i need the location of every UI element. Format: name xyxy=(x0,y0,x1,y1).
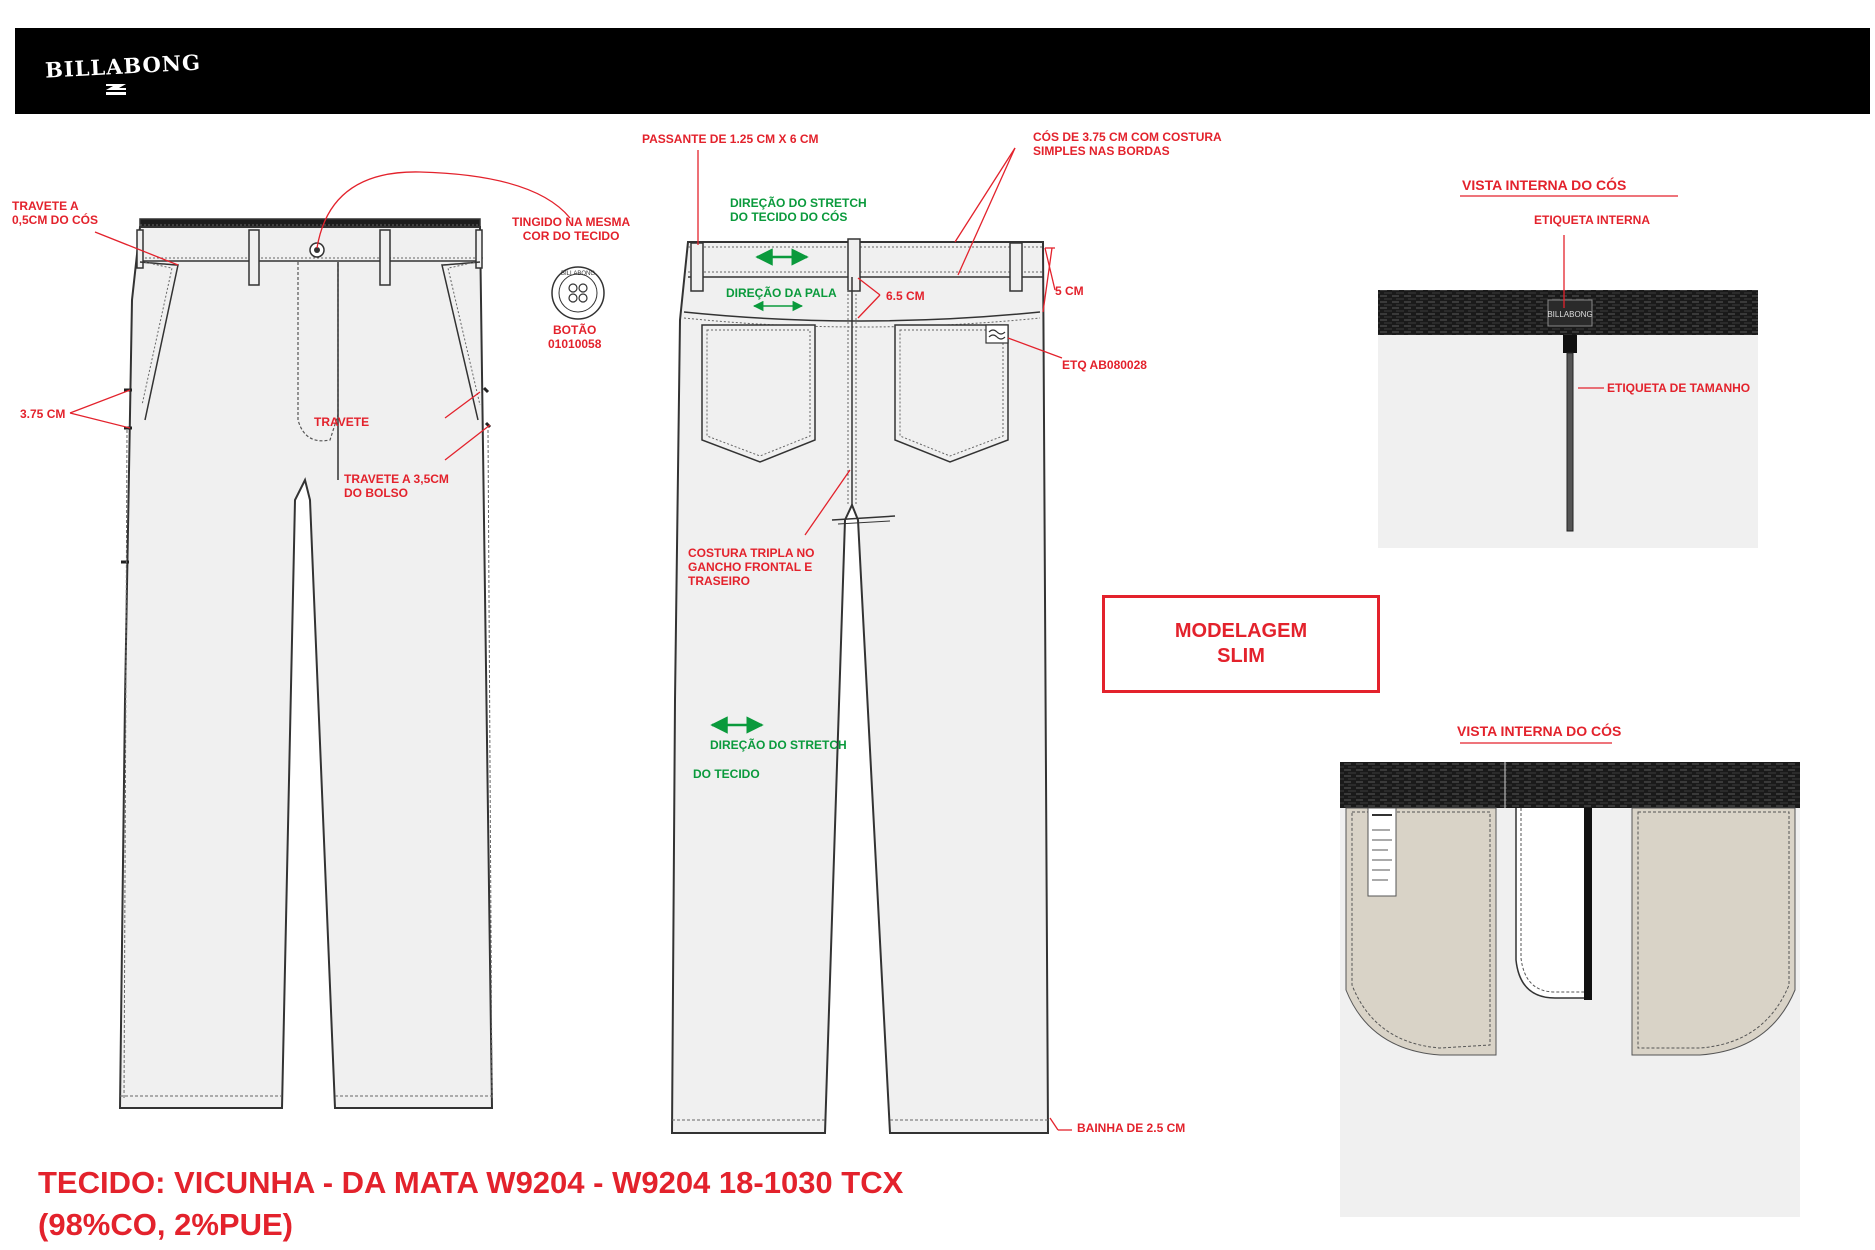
fabric-line-2: (98%CO, 2%PUE) xyxy=(38,1207,293,1242)
annotation-tingido: TINGIDO NA MESMA COR DO TECIDO xyxy=(512,215,631,243)
button-detail xyxy=(552,267,604,319)
button-brand-text: BILLABONG xyxy=(560,271,596,277)
back-brand-label xyxy=(986,325,1008,343)
annotation-travete-cos xyxy=(12,199,98,227)
annotation-375cm: 3.75 CM xyxy=(20,407,66,421)
model-line-1: MODELAGEM xyxy=(1174,620,1308,642)
annotation-travete: TRAVETE xyxy=(314,415,370,429)
annotation-stretch-tecido: DIREÇÃO DO STRETCH xyxy=(710,738,847,752)
annotation-etiqueta-tamanho: ETIQUETA DE TAMANHO xyxy=(1607,381,1751,395)
back-left-pocket xyxy=(702,325,815,462)
front-pants-body xyxy=(120,227,492,1108)
fabric-spec xyxy=(38,1162,903,1246)
fabric-line-1: TECIDO: VICUNHA - DA MATA W9204 - W9204 18-1030 TCX xyxy=(38,1165,904,1200)
annotation-travete-bolso: TRAVETE A 3,5CM DO BOLSO xyxy=(344,472,449,500)
annotation-etiqueta-interna: ETIQUETA INTERNA xyxy=(1534,213,1650,227)
right-pocket-bag xyxy=(1632,808,1795,1055)
annotation-cos: CÓS DE 3.75 CM COM COSTURA SIMPLES NAS BORDAS xyxy=(1033,130,1222,158)
annotation-stretch-cos: DIREÇÃO DO STRETCH DO TECIDO DO CÓS xyxy=(730,196,867,224)
annotation-stretch-tecido-2: DO TECIDO xyxy=(693,767,760,781)
svg-text:BILLABONG: BILLABONG xyxy=(1547,310,1593,319)
annotation-65cm: 6.5 CM xyxy=(886,289,925,303)
internal-view-2-title: VISTA INTERNA DO CÓS xyxy=(1457,723,1622,739)
internal-view-1-title: VISTA INTERNA DO CÓS xyxy=(1462,177,1627,193)
annotation-travete-cos-text: TRAVETE A 0,5CM DO CÓS xyxy=(12,199,99,227)
annotation-pala: DIREÇÃO DA PALA xyxy=(726,286,837,300)
annotation-passante: PASSANTE DE 1.25 CM X 6 CM xyxy=(642,132,819,146)
brand-name: BILLABONG xyxy=(44,49,202,83)
internal-view-2 xyxy=(1340,743,1800,1217)
back-right-pocket xyxy=(895,325,1008,462)
care-label xyxy=(1368,808,1396,896)
fly-guard xyxy=(1516,808,1590,998)
annotation-etq: ETQ AB080028 xyxy=(1062,358,1147,372)
front-pants-view xyxy=(120,219,492,1108)
model-line-2: SLIM xyxy=(1217,645,1265,667)
model-box xyxy=(1102,595,1380,693)
back-pants-view xyxy=(672,239,1048,1133)
internal-view-1 xyxy=(1378,196,1758,548)
annotation-costura-tripla: COSTURA TRIPLA NO GANCHO FRONTAL E TRASEIRO xyxy=(688,546,815,588)
annotation-botao: BOTÃO 01010058 xyxy=(548,323,602,351)
annotation-bainha: BAINHA DE 2.5 CM xyxy=(1077,1121,1186,1135)
annotation-5cm: 5 CM xyxy=(1055,284,1084,298)
